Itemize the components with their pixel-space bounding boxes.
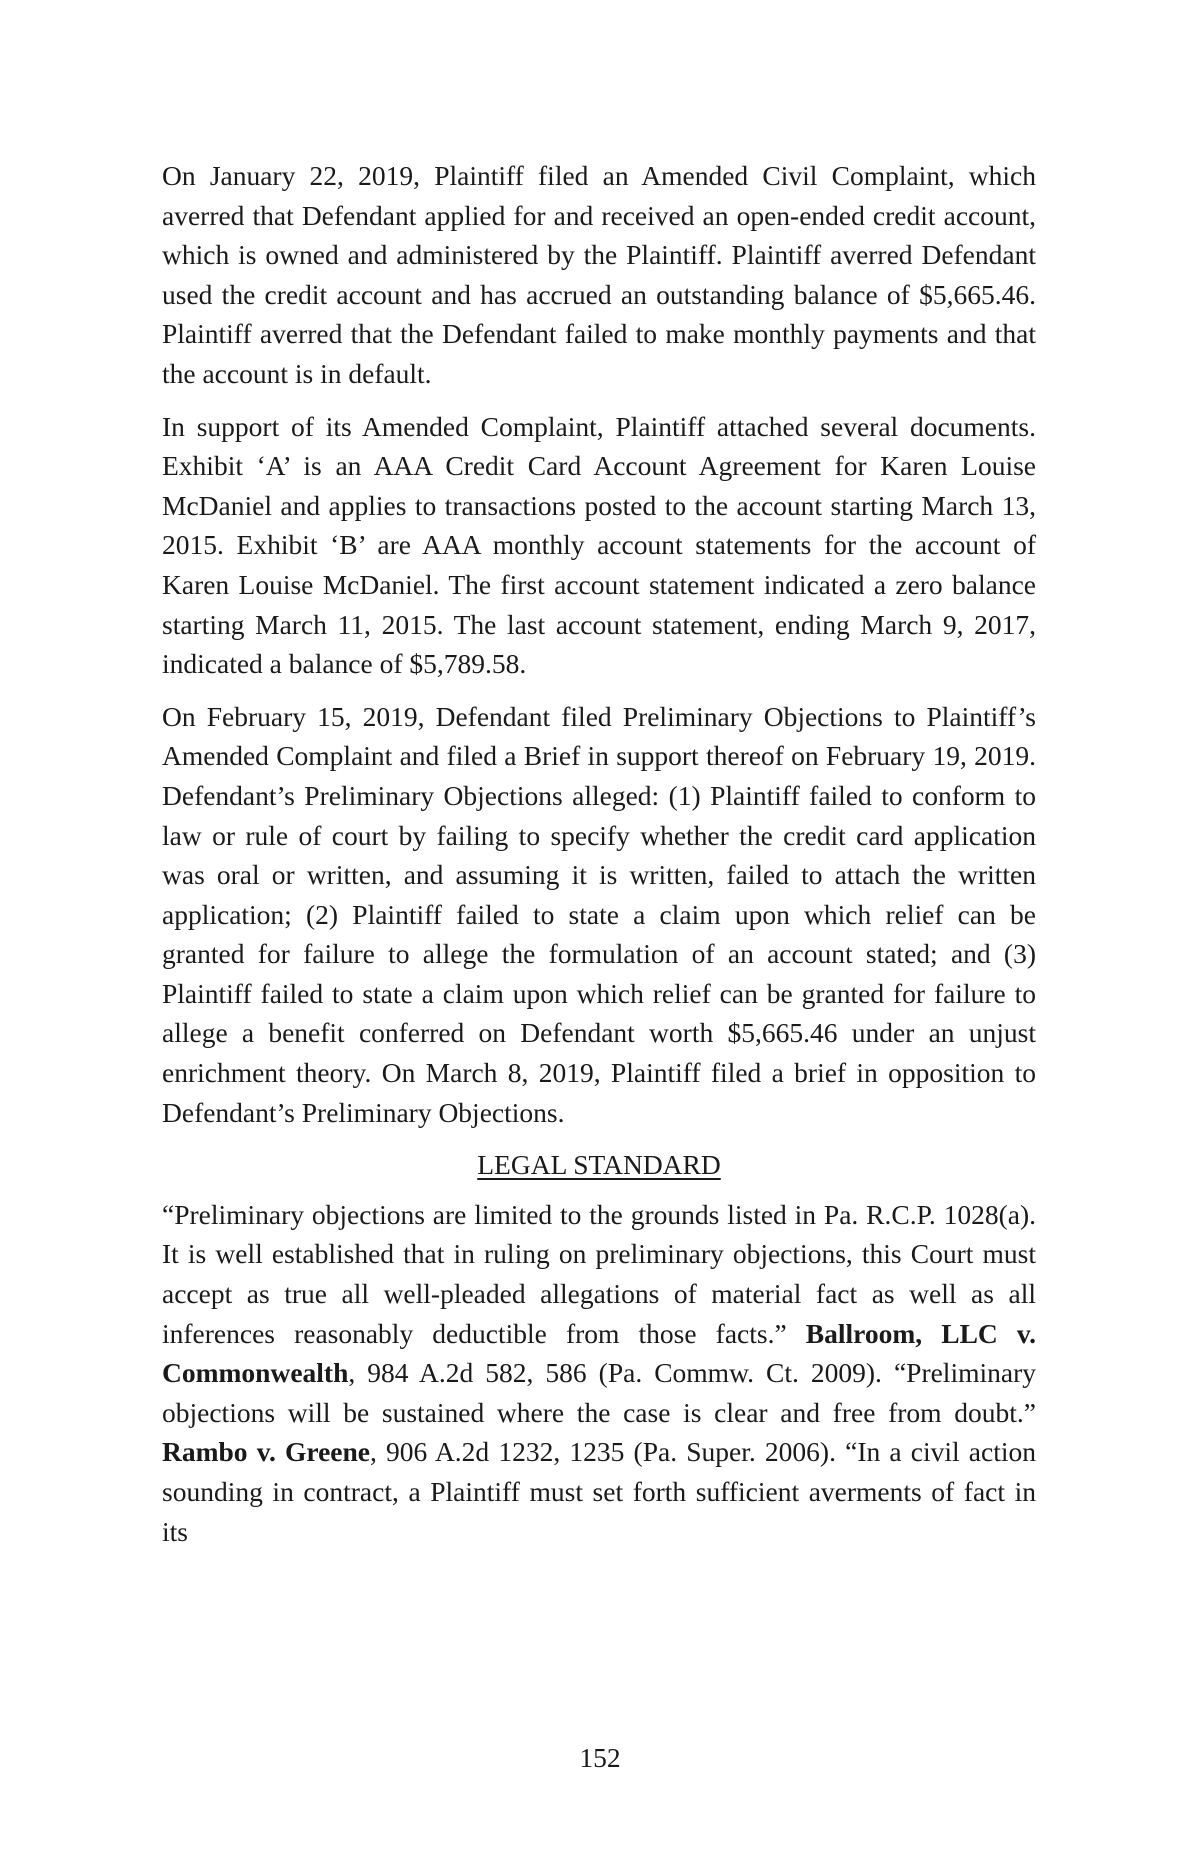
- paragraph-complaint: On January 22, 2019, Plaintiff filed an Amended Civil Complaint, which averred that Defendant applied for and received an open-ended credit account, which is owned and administered by the Plaintiff. Plaintiff averred Defendant used the credit account and has accrued an outstanding balance of $5,665.46. Plaintiff averred that the Defendant failed to make monthly payments and that the account is in default.: [162, 160, 1036, 389]
- section-heading: LEGAL STANDARD: [477, 1149, 721, 1181]
- legal-standard-text-2: , 984 A.2d 582, 586 (Pa. Commw. Ct. 2009). “Preliminary objections will be sustained where the case is clear and free from doubt.”: [162, 1357, 1036, 1428]
- paragraph-objections: On February 15, 2019, Defendant filed Preliminary Objections to Plaintiff’s Amended Complaint and filed a Brief in support thereof on February 19, 2019. Defendant’s Preliminary Objections alleged: (1) Plaintiff failed to conform to law or rule of court by failing to specify whether the credit card application was oral or written, and assuming it is written, failed to attach the written application; (2) Plaintiff failed to state a claim upon which relief can be granted for failure to allege the formulation of an account stated; and (3) Plaintiff failed to state a claim upon which relief can be granted for failure to allege a benefit conferred on Defendant worth $5,665.46 under an unjust enrichment theory. On March 8, 2019, Plaintiff filed a brief in opposition to Defendant’s Preliminary Objections.: [162, 700, 1036, 1128]
- page-number: 152: [579, 1742, 621, 1773]
- case-citation-rambo: Rambo v. Greene: [162, 1436, 371, 1468]
- paragraph-legal-standard: [162, 1195, 1036, 1551]
- legal-standard-text-3: , 906 A.2d 1232, 1235 (Pa. Super. 2006). “In a civil action sounding in contract, a Plaintiff must set forth sufficient averments of fact in its: [162, 1436, 1037, 1547]
- case-citation-ballroom: Ballroom, LLC v. Commonwealth: [162, 1317, 1036, 1389]
- paragraph-exhibits: In support of its Amended Complaint, Plaintiff attached several documents. Exhibit ‘A’ is an AAA Credit Card Account Agreement for Karen Louise McDaniel and applies to transactions posted to the account starting March 13, 2015. Exhibit ‘B’ are AAA monthly account statements for the account of Karen Louise McDaniel. The first account statement indicated a zero balance starting March 11, 2015. The last account statement, ending March 9, 2017, indicated a balance of $5,789.58.: [162, 410, 1036, 680]
- legal-standard-text-1: “Preliminary objections are limited to the grounds listed in Pa. R.C.P. 1028(a). It is well established that in ruling on preliminary objections, this Court must accept as true all well-pleaded allegations of material fact as well as all inferences reasonably deductible from those facts.”: [162, 1198, 1036, 1349]
- body-text: [162, 156, 1036, 1564]
